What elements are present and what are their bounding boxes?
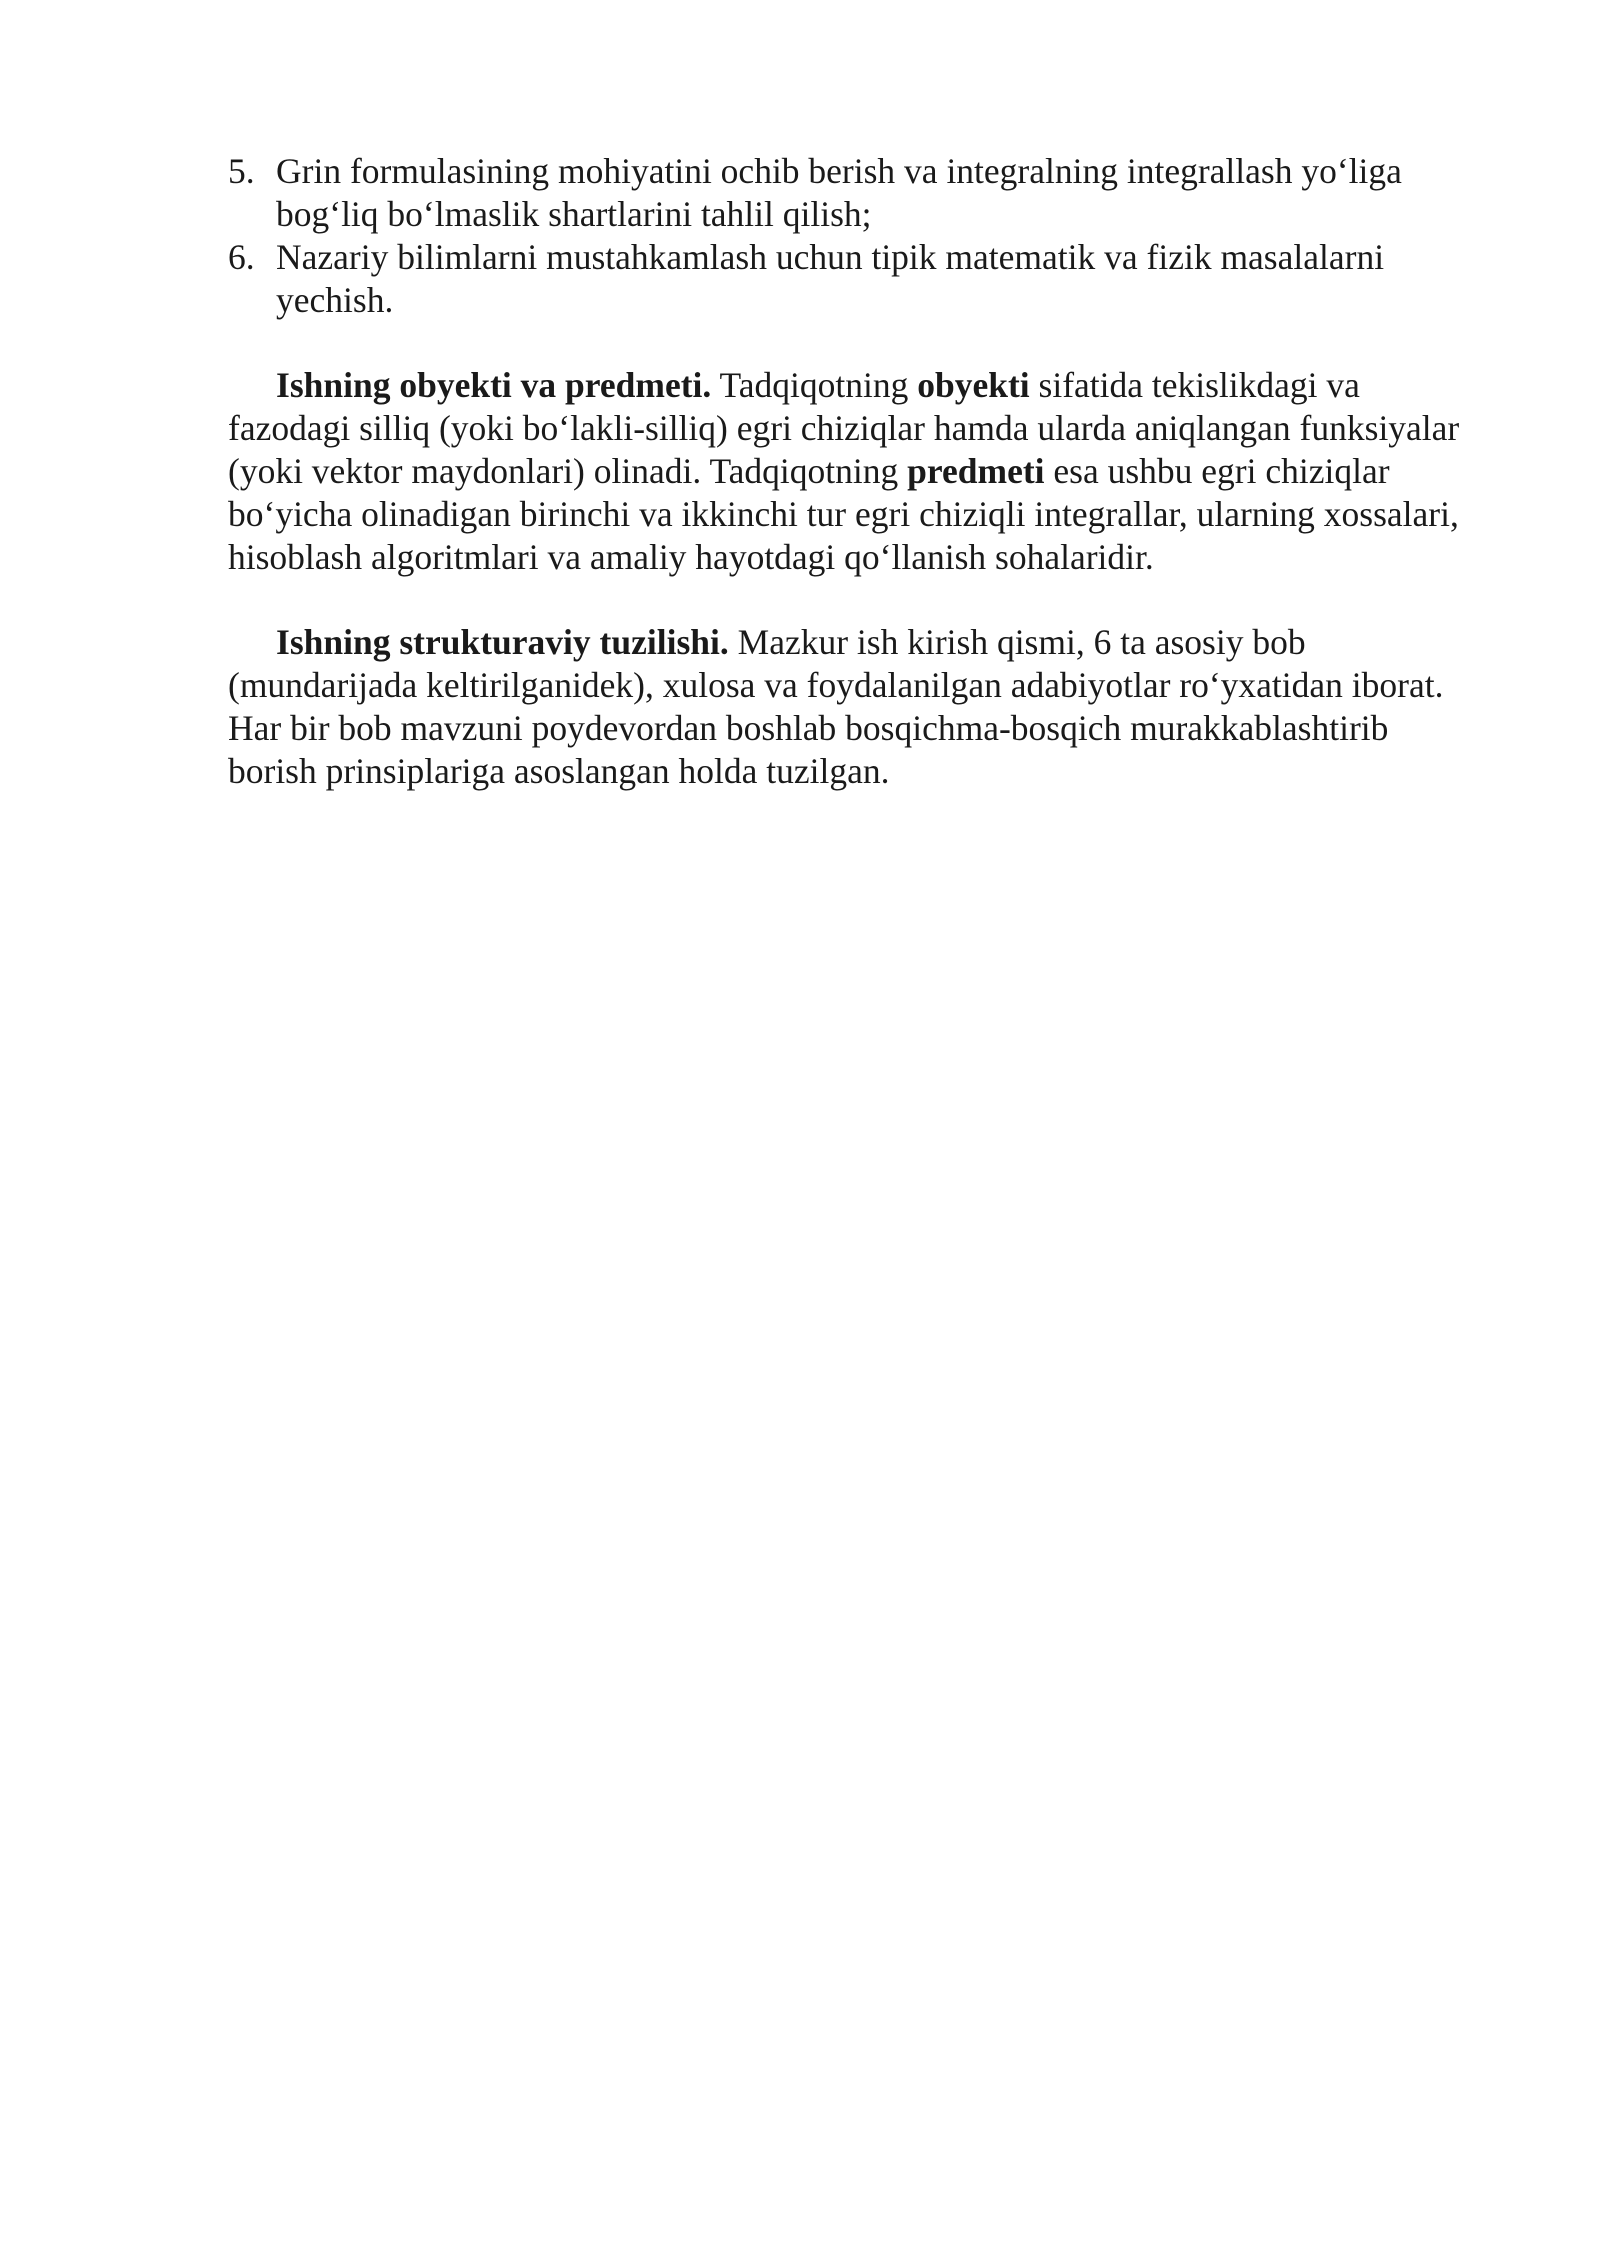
emphasis-term: predmeti [907,451,1045,491]
paragraph-text: Mazkur ish kirish qismi, 6 ta asosiy bob (mundarijada keltirilganidek), xulosa va foydalanilgan adabiyotlar ro‘yxatidan iborat. Har bir bob mavzuni poydevordan boshlab bosqichma-bosqich murakkablashtirib borish prinsiplariga asoslangan holda tuzilgan. [228,622,1444,791]
paragraph-heading: Ishning strukturaviy tuzilishi. [276,622,729,662]
list-item [228,236,1478,322]
list-item-text: Nazariy bilimlarni mustahkamlash uchun tipik matematik va fizik masalalarni yechish. [276,237,1385,320]
numbered-list [228,150,1478,322]
list-item-number: 6. [228,237,255,277]
list-item [228,150,1478,236]
object-subject-paragraph [228,364,1478,579]
document-page [228,150,1478,793]
structure-paragraph [228,621,1478,793]
paragraph-heading: Ishning obyekti va predmeti. [276,365,712,405]
paragraph-text: esa ushbu egri chiziqlar bo‘yicha olinadigan birinchi va ikkinchi tur egri chiziqli integrallar, ularning xossalari, hisoblash algoritmlari va amaliy hayotdagi qo‘llanish sohalaridir. [228,451,1459,577]
list-item-text: Grin formulasining mohiyatini ochib berish va integralning integrallash yo‘liga bog‘liq bo‘lmaslik shartlarini tahlil qilish; [276,151,1402,234]
paragraph-text: Tadqiqotning [711,365,918,405]
emphasis-term: obyekti [917,365,1030,405]
list-item-number: 5. [228,151,255,191]
paragraph-text: sifatida tekislikdagi va fazodagi silliq (yoki bo‘lakli-silliq) egri chiziqlar hamda ularda aniqlangan funksiyalar (yoki vektor maydonlari) olinadi. Tadqiqotning [228,365,1460,491]
